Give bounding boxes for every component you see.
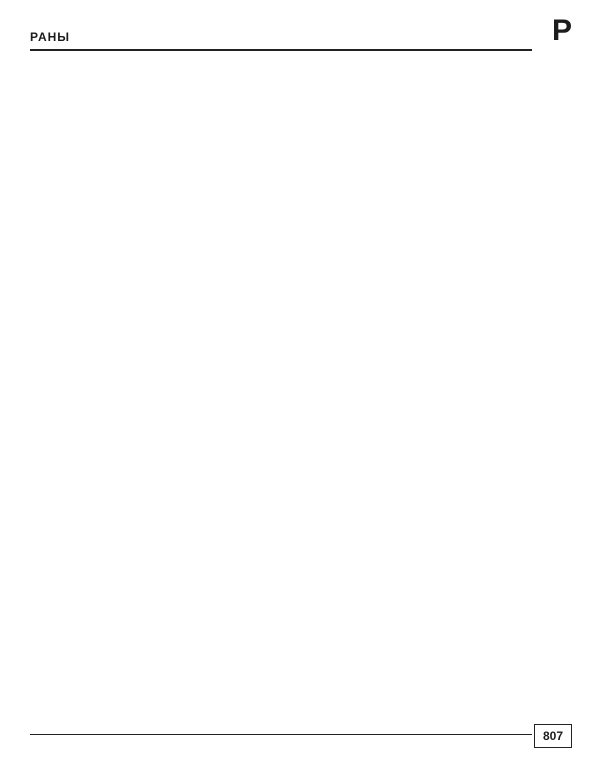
page-number: 807 xyxy=(534,724,572,748)
right-column xyxy=(314,64,570,716)
footer-rule xyxy=(30,734,532,735)
left-column xyxy=(30,64,286,716)
header-rule xyxy=(30,49,532,51)
section-letter: Р xyxy=(551,14,572,47)
running-title: РАНЫ xyxy=(30,30,71,44)
